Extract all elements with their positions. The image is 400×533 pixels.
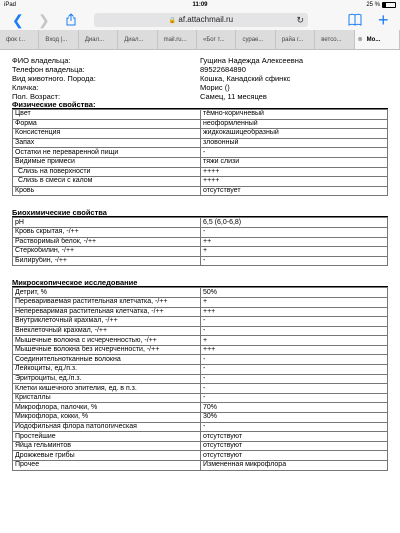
param-name: Видимые примеси <box>13 157 201 167</box>
table-row <box>13 384 388 394</box>
table-row <box>13 374 388 384</box>
new-tab-icon[interactable]: + <box>378 10 389 30</box>
results-table <box>12 217 388 266</box>
param-value: 30% <box>201 413 388 423</box>
table-row <box>13 157 388 167</box>
tab-label: Мо... <box>366 37 381 43</box>
param-value: ++++ <box>201 167 388 177</box>
section-gap <box>12 196 388 208</box>
param-name: Дрожжевые грибы <box>13 451 201 461</box>
owner-value: Самец, 11 месяцев <box>200 92 267 101</box>
table-row <box>13 336 388 346</box>
table-row <box>13 326 388 336</box>
owner-label: Пол. Возраст: <box>12 92 61 101</box>
owner-label: Кличка: <box>12 83 39 92</box>
tab-label: Диал... <box>84 37 105 43</box>
section-title: Микроскопическое исследование <box>12 278 388 287</box>
param-value: - <box>201 393 388 403</box>
tab-label: ветсо... <box>321 37 342 43</box>
tab-label: фок г... <box>6 37 26 43</box>
tab-active[interactable] <box>355 30 400 49</box>
param-name: pH <box>13 218 201 228</box>
table-row <box>13 110 388 120</box>
table-row <box>13 138 388 148</box>
owner-value: Гущина Надежда Алексеевна <box>200 56 304 65</box>
owner-row <box>12 83 388 92</box>
tab[interactable] <box>79 30 118 49</box>
param-name: Йодофильная флора патологическая <box>13 422 201 432</box>
table-row <box>13 317 388 327</box>
tab-bar <box>0 30 400 50</box>
param-value: ++ <box>201 237 388 247</box>
param-value: + <box>201 297 388 307</box>
tab[interactable] <box>276 30 315 49</box>
param-name: Клетки кишечного эпителия, ед. в п.з. <box>13 384 201 394</box>
table-row <box>13 432 388 442</box>
param-name: Мышечные волокна с исчерченностью, -/++ <box>13 336 201 346</box>
section-title: Биохимические свойства <box>12 208 388 217</box>
param-name: Стеркобилин, -/++ <box>13 247 201 257</box>
param-value: - <box>201 317 388 327</box>
param-value: +++ <box>201 345 388 355</box>
table-row <box>13 177 388 187</box>
results-table <box>12 109 388 196</box>
param-value: - <box>201 422 388 432</box>
table-row <box>13 413 388 423</box>
param-name: Лейкоциты, ед./п.з. <box>13 365 201 375</box>
tab-label: райа г... <box>281 37 304 43</box>
tab-label: Диал... <box>124 37 144 43</box>
param-name: Цвет <box>13 110 201 120</box>
param-name: Запах <box>13 138 201 148</box>
owner-value: Кошка, Канадский сфинкс <box>200 74 291 83</box>
param-value: - <box>201 365 388 375</box>
table-row <box>13 256 388 266</box>
param-value: отсутствуют <box>201 441 388 451</box>
browser-toolbar <box>0 10 400 30</box>
param-name: Кровь скрытая, -/++ <box>13 227 201 237</box>
param-name: Слизь в смеси с калом <box>13 177 201 187</box>
param-name: Прочее <box>13 461 201 471</box>
forward-icon[interactable]: ❯ <box>38 12 50 28</box>
table-row <box>13 355 388 365</box>
tab-label: Вход |... <box>45 37 68 43</box>
battery-percent: 25 % <box>366 2 380 8</box>
table-row <box>13 186 388 196</box>
owner-row <box>12 56 388 65</box>
param-name: Слизь на поверхности <box>13 167 201 177</box>
param-value: жидкокашицеобразный <box>201 129 388 139</box>
param-name: Соединительнотканные волокна <box>13 355 201 365</box>
param-name: Форма <box>13 119 201 129</box>
param-value: - <box>201 227 388 237</box>
param-name: Билирубин, -/++ <box>13 256 201 266</box>
share-icon[interactable] <box>66 13 76 26</box>
param-value: 50% <box>201 288 388 298</box>
back-icon[interactable]: ❮ <box>12 12 24 28</box>
owner-value: Морис () <box>200 83 230 92</box>
param-value: + <box>201 336 388 346</box>
table-row <box>13 441 388 451</box>
param-name: Внеклеточный крахмал, -/++ <box>13 326 201 336</box>
owner-row <box>12 92 388 101</box>
param-name: Растворимый белок, -/++ <box>13 237 201 247</box>
table-row <box>13 237 388 247</box>
owner-label: Вид животного. Порода: <box>12 74 96 83</box>
param-value: - <box>201 374 388 384</box>
table-row <box>13 247 388 257</box>
table-row <box>13 288 388 298</box>
param-value: тёмно-коричневый <box>201 110 388 120</box>
tab-label: сураe... <box>242 37 264 43</box>
table-row <box>13 403 388 413</box>
param-name: Перевариваемая растительная клетчатка, -/++ <box>13 297 201 307</box>
table-row <box>13 345 388 355</box>
param-value: + <box>201 247 388 257</box>
tab[interactable] <box>197 30 236 49</box>
tab-label: mail.ru... <box>163 37 187 43</box>
owner-row <box>12 65 388 74</box>
param-name: Непереваримая растительная клетчатка, -/++ <box>13 307 201 317</box>
param-name: Эритроциты, ед./п.з. <box>13 374 201 384</box>
owner-row <box>12 74 388 83</box>
owner-info <box>12 56 388 100</box>
param-value: отсутствуют <box>201 451 388 461</box>
owner-label: Телефон владельца: <box>12 65 85 74</box>
status-bar <box>0 0 400 10</box>
tab[interactable] <box>118 30 157 49</box>
table-row <box>13 148 388 158</box>
results-table <box>12 287 388 470</box>
param-value: Измененная микрофлора <box>201 461 388 471</box>
param-value: ++++ <box>201 177 388 187</box>
param-value: тяжи слизи <box>201 157 388 167</box>
param-value: 70% <box>201 403 388 413</box>
bookmarks-icon[interactable] <box>348 13 362 26</box>
param-value: +++ <box>201 307 388 317</box>
param-name: Консистенция <box>13 129 201 139</box>
section-gap <box>12 266 388 278</box>
tab[interactable] <box>236 30 275 49</box>
param-value: 6,5 (6,0-6,8) <box>201 218 388 228</box>
table-row <box>13 422 388 432</box>
param-value: отсутствует <box>201 186 388 196</box>
param-value: - <box>201 355 388 365</box>
param-value: отсутствуют <box>201 432 388 442</box>
lock-icon: 🔒 <box>168 18 177 24</box>
section-title: Физические свойства: <box>12 100 388 109</box>
param-name: Микрофлора, палочки, % <box>13 403 201 413</box>
table-row <box>13 393 388 403</box>
document <box>0 50 400 471</box>
param-value: - <box>201 148 388 158</box>
owner-value: 89522684890 <box>200 65 246 74</box>
url-text: af.attachmail.ru <box>178 15 234 24</box>
param-name: Простейшие <box>13 432 201 442</box>
close-tab-icon[interactable]: ⊗ <box>357 37 363 43</box>
table-row <box>13 167 388 177</box>
param-value: неоформленный <box>201 119 388 129</box>
table-row <box>13 461 388 471</box>
table-row <box>13 307 388 317</box>
param-name: Остатки не переваренной пищи <box>13 148 201 158</box>
table-row <box>13 297 388 307</box>
tab[interactable] <box>158 30 197 49</box>
param-name: Яйца гельминтов <box>13 441 201 451</box>
param-name: Кровь <box>13 186 201 196</box>
battery-indicator <box>366 0 396 10</box>
table-row <box>13 451 388 461</box>
battery-icon <box>382 2 396 8</box>
param-name: Микрофлора, кокки, % <box>13 413 201 423</box>
param-name: Кристаллы <box>13 393 201 403</box>
table-row <box>13 227 388 237</box>
tab[interactable] <box>0 30 39 49</box>
owner-label: ФИО владельца: <box>12 56 71 65</box>
param-name: Детрит, % <box>13 288 201 298</box>
clock: 11:09 <box>192 2 208 8</box>
table-row <box>13 129 388 139</box>
param-value: зловонный <box>201 138 388 148</box>
param-name: Внутриклеточный крахмал, -/++ <box>13 317 201 327</box>
param-value: - <box>201 256 388 266</box>
tab[interactable] <box>315 30 354 49</box>
tab[interactable] <box>39 30 78 49</box>
address-bar[interactable] <box>94 13 308 27</box>
param-value: - <box>201 326 388 336</box>
tab-label: «Бог т... <box>203 37 225 43</box>
table-row <box>13 119 388 129</box>
reload-icon[interactable]: ↻ <box>296 15 304 25</box>
table-row <box>13 365 388 375</box>
device-name: iPad <box>4 2 17 8</box>
param-value: - <box>201 384 388 394</box>
param-name: Мышечные волокна без исчерченности, -/++ <box>13 345 201 355</box>
table-row <box>13 218 388 228</box>
